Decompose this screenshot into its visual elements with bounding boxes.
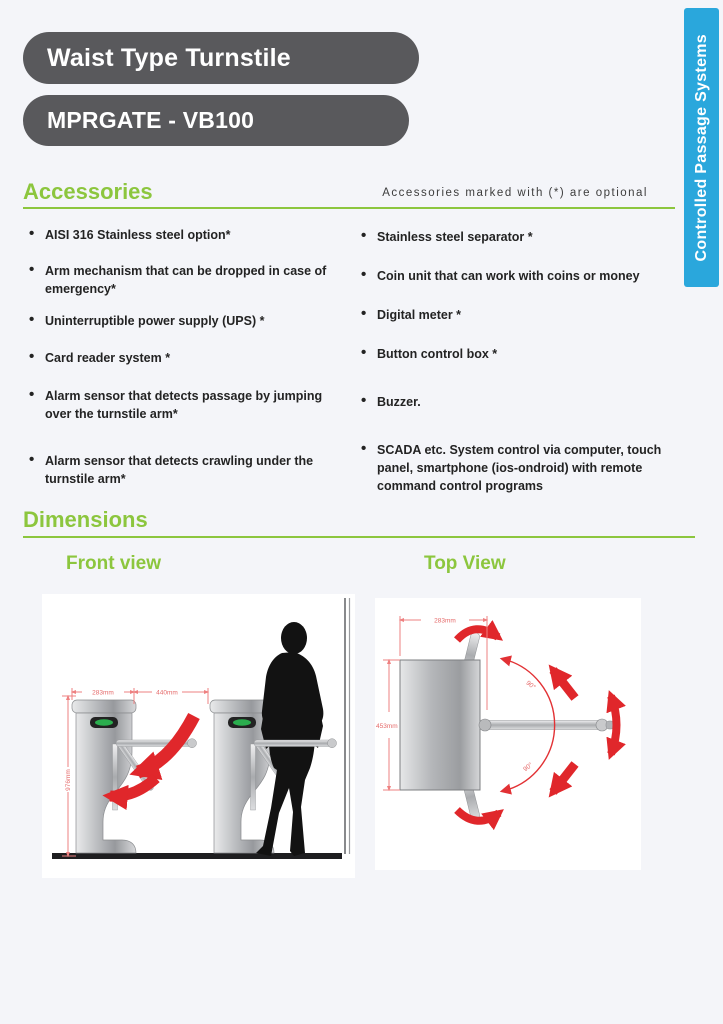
list-item: • Uninterruptible power supply (UPS) *: [28, 312, 338, 330]
model-label: MPRGATE - VB100: [47, 107, 255, 133]
direction-arrow-icon: [553, 764, 575, 792]
page-title-label: Waist Type Turnstile: [47, 43, 291, 72]
accessories-divider: [23, 207, 675, 209]
dimension-label: 283mm: [434, 617, 456, 625]
top-view-diagram: [375, 598, 641, 870]
side-banner: [684, 8, 719, 287]
accessories-left-list: [28, 226, 338, 488]
turnstile-arm: [479, 719, 614, 731]
dimension-label: 440mm: [156, 689, 178, 697]
accessories-heading: Accessories: [23, 179, 153, 204]
direction-arrow-icon: [553, 670, 575, 698]
list-item: • Buzzer.: [360, 393, 675, 411]
turnstile-arm: [254, 739, 337, 748]
front-view-diagram: [42, 594, 355, 878]
list-item: • Button control box *: [360, 345, 675, 363]
top-view-heading: Top View: [424, 553, 506, 574]
list-item: • Stainless steel separator *: [360, 228, 675, 246]
list-item: • Digital meter *: [360, 306, 675, 324]
accessories-right-list: [360, 228, 675, 516]
page-title: [23, 32, 419, 84]
list-item: • Alarm sensor that detects crawling under the turnstile arm*: [28, 452, 338, 488]
model-badge: [23, 95, 409, 146]
dimensions-heading: Dimensions: [23, 507, 148, 532]
accessories-note: Accessories marked with (*) are optional: [382, 187, 648, 199]
list-item: • AISI 316 Stainless steel option*: [28, 226, 338, 244]
person-silhouette: [256, 622, 323, 856]
list-item: • Coin unit that can work with coins or money: [360, 267, 675, 285]
list-item: • SCADA etc. System control via computer, touch panel, smartphone (ios-ondroid) with remote command control programs: [360, 441, 675, 495]
turnstile-cabinet-top-view: [400, 660, 480, 790]
indicator-light: [233, 719, 251, 725]
dimension-label: 453mm: [376, 723, 398, 730]
turnstile-cabinet-left: [72, 700, 136, 853]
indicator-light: [95, 719, 113, 725]
list-item: • Alarm sensor that detects passage by jumping over the turnstile arm*: [28, 387, 338, 423]
list-item: • Arm mechanism that can be dropped in case of emergency*: [28, 262, 338, 298]
front-view-heading: Front view: [66, 553, 162, 574]
side-banner-label: Controlled Passage Systems: [692, 33, 710, 262]
dimension-label: 976mm: [65, 769, 72, 791]
dimensions-divider: [23, 536, 695, 538]
dimension-label: 283mm: [92, 689, 114, 697]
top-view-drawing: [375, 598, 641, 870]
angle-label: 90°: [524, 679, 537, 692]
list-item: • Card reader system *: [28, 349, 338, 367]
angle-label: 90°: [522, 761, 535, 774]
front-view-drawing: [42, 594, 355, 878]
